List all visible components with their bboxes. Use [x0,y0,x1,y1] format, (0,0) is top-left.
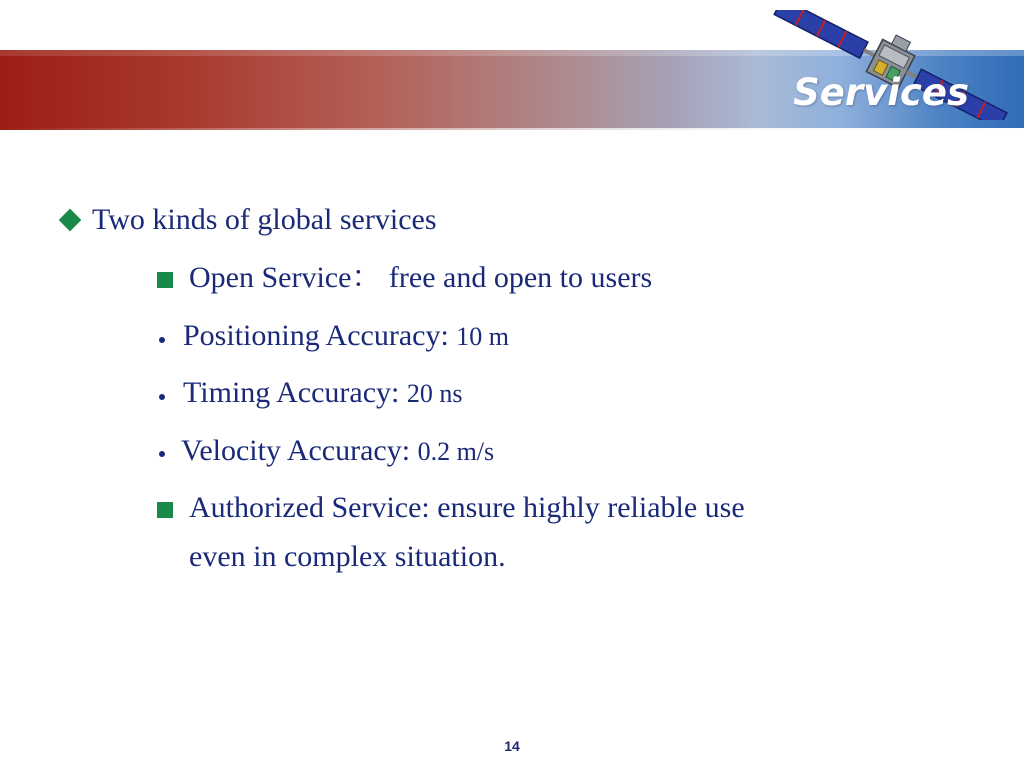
velocity-accuracy-value: 0.2 m/s [417,437,495,466]
timing-accuracy-label: Timing Accuracy: [183,376,407,409]
bullet-authorized-service-line2: even in complex situation. [189,540,506,573]
positioning-accuracy-value: 10 m [456,322,510,351]
square-bullet-icon [157,272,173,288]
diamond-bullet-icon [59,209,82,232]
timing-accuracy-value: 20 ns [406,379,463,408]
bullet-timing-accuracy [183,374,463,413]
positioning-accuracy-label: Positioning Accuracy: [183,319,457,352]
dot-bullet-icon [159,337,165,343]
page-title: Services [793,71,969,114]
bullet-global-services: Two kinds of global services [92,203,437,236]
bullet-open-service: Open Service： free and open to users [189,261,653,294]
bullet-velocity-accuracy [181,432,494,471]
bullet-authorized-service-line1: Authorized Service: ensure highly reliable use [189,491,745,524]
square-bullet-icon [157,502,173,518]
dot-bullet-icon [159,451,165,457]
page-number: 14 [504,738,520,754]
dot-bullet-icon [159,394,165,400]
bullet-positioning-accuracy [183,317,509,356]
velocity-accuracy-label: Velocity Accuracy: [181,434,418,467]
